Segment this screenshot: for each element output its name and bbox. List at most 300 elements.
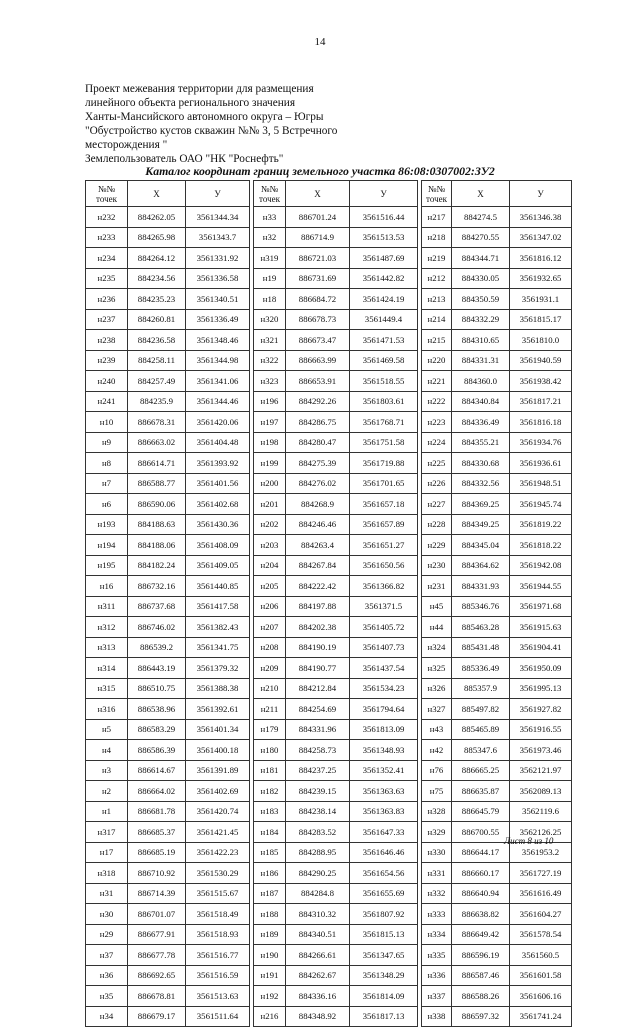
point-number-cell: н320 bbox=[254, 309, 286, 330]
table-row bbox=[254, 945, 418, 966]
y-cell: 3561388.38 bbox=[186, 678, 250, 699]
table-row bbox=[422, 637, 572, 658]
x-cell: 886732.16 bbox=[128, 576, 186, 597]
table-row bbox=[86, 965, 250, 986]
x-cell: 885346.76 bbox=[452, 596, 510, 617]
point-number-cell: н35 bbox=[86, 986, 128, 1007]
point-number-cell: н203 bbox=[254, 535, 286, 556]
x-cell: 884246.46 bbox=[286, 514, 350, 535]
y-cell: 3561382.43 bbox=[186, 617, 250, 638]
point-number-cell: н201 bbox=[254, 494, 286, 515]
point-number-cell: н212 bbox=[422, 268, 452, 289]
x-cell: 884202.38 bbox=[286, 617, 350, 638]
point-number-cell: н5 bbox=[86, 719, 128, 740]
x-cell: 886677.78 bbox=[128, 945, 186, 966]
table-row bbox=[422, 740, 572, 761]
x-cell: 886614.71 bbox=[128, 453, 186, 474]
y-cell: 3561487.69 bbox=[350, 248, 418, 269]
point-number-cell: н37 bbox=[86, 945, 128, 966]
point-number-cell: н223 bbox=[422, 412, 452, 433]
y-cell: 3561344.46 bbox=[186, 391, 250, 412]
x-cell: 884270.55 bbox=[452, 227, 510, 248]
x-cell: 886640.94 bbox=[452, 883, 510, 904]
table-row bbox=[422, 576, 572, 597]
point-number-cell: н194 bbox=[86, 535, 128, 556]
table-row bbox=[254, 842, 418, 863]
x-cell: 884268.9 bbox=[286, 494, 350, 515]
y-cell: 3561348.93 bbox=[350, 740, 418, 761]
point-number-cell: н187 bbox=[254, 883, 286, 904]
document-header bbox=[85, 82, 337, 166]
x-cell: 884274.5 bbox=[452, 207, 510, 228]
point-number-cell: н313 bbox=[86, 637, 128, 658]
table-row bbox=[86, 945, 250, 966]
point-number-cell: н333 bbox=[422, 904, 452, 925]
table-row bbox=[254, 719, 418, 740]
coordinates-table-2 bbox=[253, 180, 418, 1027]
table-row bbox=[86, 289, 250, 310]
y-cell: 3561810.0 bbox=[510, 330, 572, 351]
header-point-number: №№ точек bbox=[422, 181, 452, 207]
x-cell: 884331.93 bbox=[452, 576, 510, 597]
y-cell: 3561741.24 bbox=[510, 1006, 572, 1027]
table-row bbox=[86, 801, 250, 822]
point-number-cell: н327 bbox=[422, 699, 452, 720]
point-number-cell: н204 bbox=[254, 555, 286, 576]
y-cell: 3561407.73 bbox=[350, 637, 418, 658]
y-cell: 3561404.48 bbox=[186, 432, 250, 453]
y-cell: 3561953.2 bbox=[510, 842, 572, 863]
y-cell: 3561971.68 bbox=[510, 596, 572, 617]
point-number-cell: н192 bbox=[254, 986, 286, 1007]
table-row bbox=[254, 350, 418, 371]
point-number-cell: н30 bbox=[86, 904, 128, 925]
x-cell: 886692.65 bbox=[128, 965, 186, 986]
point-number-cell: н3 bbox=[86, 760, 128, 781]
point-number-cell: н229 bbox=[422, 535, 452, 556]
x-cell: 886701.07 bbox=[128, 904, 186, 925]
y-cell: 3561934.76 bbox=[510, 432, 572, 453]
x-cell: 886538.96 bbox=[128, 699, 186, 720]
point-number-cell: н328 bbox=[422, 801, 452, 822]
point-number-cell: н235 bbox=[86, 268, 128, 289]
y-cell: 3561409.05 bbox=[186, 555, 250, 576]
y-cell: 3562119.6 bbox=[510, 801, 572, 822]
x-cell: 886710.92 bbox=[128, 863, 186, 884]
point-number-cell: н230 bbox=[422, 555, 452, 576]
y-cell: 3561950.09 bbox=[510, 658, 572, 679]
y-cell: 3561601.58 bbox=[510, 965, 572, 986]
point-number-cell: н330 bbox=[422, 842, 452, 863]
x-cell: 884190.77 bbox=[286, 658, 350, 679]
table-row bbox=[86, 453, 250, 474]
point-number-cell: н334 bbox=[422, 924, 452, 945]
x-cell: 884284.8 bbox=[286, 883, 350, 904]
x-cell: 884212.84 bbox=[286, 678, 350, 699]
table-row bbox=[254, 801, 418, 822]
table-row bbox=[86, 412, 250, 433]
y-cell: 3561417.58 bbox=[186, 596, 250, 617]
x-cell: 884235.23 bbox=[128, 289, 186, 310]
y-cell: 3561560.5 bbox=[510, 945, 572, 966]
x-cell: 884258.73 bbox=[286, 740, 350, 761]
point-number-cell: н186 bbox=[254, 863, 286, 884]
table-row bbox=[86, 842, 250, 863]
x-cell: 886721.03 bbox=[286, 248, 350, 269]
point-number-cell: н224 bbox=[422, 432, 452, 453]
table-row bbox=[86, 1006, 250, 1027]
table-row bbox=[254, 371, 418, 392]
x-cell: 884344.71 bbox=[452, 248, 510, 269]
x-cell: 884254.69 bbox=[286, 699, 350, 720]
table-row bbox=[86, 473, 250, 494]
table-row bbox=[254, 904, 418, 925]
x-cell: 886663.99 bbox=[286, 350, 350, 371]
y-cell: 3561655.69 bbox=[350, 883, 418, 904]
table-row bbox=[86, 309, 250, 330]
table-row bbox=[86, 596, 250, 617]
point-number-cell: н221 bbox=[422, 371, 452, 392]
y-cell: 3561366.82 bbox=[350, 576, 418, 597]
point-number-cell: н228 bbox=[422, 514, 452, 535]
y-cell: 3561346.38 bbox=[510, 207, 572, 228]
point-number-cell: н198 bbox=[254, 432, 286, 453]
y-cell: 3561816.12 bbox=[510, 248, 572, 269]
table-header-row bbox=[86, 181, 250, 207]
x-cell: 886539.2 bbox=[128, 637, 186, 658]
y-cell: 3561341.75 bbox=[186, 637, 250, 658]
x-cell: 886684.72 bbox=[286, 289, 350, 310]
y-cell: 3561719.88 bbox=[350, 453, 418, 474]
point-number-cell: н205 bbox=[254, 576, 286, 597]
table-row bbox=[254, 576, 418, 597]
y-cell: 3561379.32 bbox=[186, 658, 250, 679]
y-cell: 3561515.67 bbox=[186, 883, 250, 904]
point-number-cell: н239 bbox=[86, 350, 128, 371]
x-cell: 885463.28 bbox=[452, 617, 510, 638]
y-cell: 3561424.19 bbox=[350, 289, 418, 310]
point-number-cell: н209 bbox=[254, 658, 286, 679]
x-cell: 884364.62 bbox=[452, 555, 510, 576]
x-cell: 884190.19 bbox=[286, 637, 350, 658]
y-cell: 3561391.89 bbox=[186, 760, 250, 781]
table-row bbox=[422, 227, 572, 248]
y-cell: 3561437.54 bbox=[350, 658, 418, 679]
point-number-cell: н236 bbox=[86, 289, 128, 310]
table-row bbox=[422, 617, 572, 638]
y-cell: 3561931.1 bbox=[510, 289, 572, 310]
point-number-cell: н208 bbox=[254, 637, 286, 658]
point-number-cell: н179 bbox=[254, 719, 286, 740]
point-number-cell: н32 bbox=[254, 227, 286, 248]
y-cell: 3561940.59 bbox=[510, 350, 572, 371]
y-cell: 3561363.83 bbox=[350, 801, 418, 822]
x-cell: 886635.87 bbox=[452, 781, 510, 802]
point-number-cell: н188 bbox=[254, 904, 286, 925]
point-number-cell: н9 bbox=[86, 432, 128, 453]
table-row bbox=[422, 330, 572, 351]
point-number-cell: н43 bbox=[422, 719, 452, 740]
y-cell: 3561341.06 bbox=[186, 371, 250, 392]
point-number-cell: н312 bbox=[86, 617, 128, 638]
x-cell: 884234.56 bbox=[128, 268, 186, 289]
point-number-cell: н76 bbox=[422, 760, 452, 781]
y-cell: 3561513.63 bbox=[186, 986, 250, 1007]
table-row bbox=[86, 555, 250, 576]
point-number-cell: н331 bbox=[422, 863, 452, 884]
point-number-cell: н7 bbox=[86, 473, 128, 494]
y-cell: 3561942.08 bbox=[510, 555, 572, 576]
table-row bbox=[86, 617, 250, 638]
table-row bbox=[422, 658, 572, 679]
x-cell: 884288.95 bbox=[286, 842, 350, 863]
x-cell: 884340.51 bbox=[286, 924, 350, 945]
y-cell: 3561616.49 bbox=[510, 883, 572, 904]
x-cell: 886443.19 bbox=[128, 658, 186, 679]
point-number-cell: н1 bbox=[86, 801, 128, 822]
point-number-cell: н325 bbox=[422, 658, 452, 679]
table-row bbox=[86, 760, 250, 781]
page-number: 14 bbox=[314, 36, 326, 48]
table-row bbox=[422, 514, 572, 535]
y-cell: 3561392.61 bbox=[186, 699, 250, 720]
table-row bbox=[86, 350, 250, 371]
x-cell: 884263.4 bbox=[286, 535, 350, 556]
x-cell: 884336.49 bbox=[452, 412, 510, 433]
table-row bbox=[86, 740, 250, 761]
point-number-cell: н180 bbox=[254, 740, 286, 761]
table-row bbox=[422, 781, 572, 802]
y-cell: 3561344.34 bbox=[186, 207, 250, 228]
point-number-cell: н17 bbox=[86, 842, 128, 863]
table-row bbox=[86, 371, 250, 392]
table-row bbox=[422, 248, 572, 269]
x-cell: 884331.31 bbox=[452, 350, 510, 371]
point-number-cell: н184 bbox=[254, 822, 286, 843]
y-cell: 3561344.98 bbox=[186, 350, 250, 371]
table-row bbox=[422, 760, 572, 781]
y-cell: 3561393.92 bbox=[186, 453, 250, 474]
x-cell: 886614.67 bbox=[128, 760, 186, 781]
y-cell: 3561421.45 bbox=[186, 822, 250, 843]
table-row bbox=[422, 535, 572, 556]
point-number-cell: н329 bbox=[422, 822, 452, 843]
table-row bbox=[254, 986, 418, 1007]
table-row bbox=[254, 740, 418, 761]
table-row bbox=[254, 432, 418, 453]
point-number-cell: н189 bbox=[254, 924, 286, 945]
y-cell: 3561727.19 bbox=[510, 863, 572, 884]
table-row bbox=[422, 678, 572, 699]
table-row bbox=[254, 227, 418, 248]
y-cell: 3561336.49 bbox=[186, 309, 250, 330]
y-cell: 3561817.21 bbox=[510, 391, 572, 412]
y-cell: 3561647.33 bbox=[350, 822, 418, 843]
point-number-cell: н18 bbox=[254, 289, 286, 310]
y-cell: 3561430.36 bbox=[186, 514, 250, 535]
x-cell: 884236.58 bbox=[128, 330, 186, 351]
header-point-number: №№ точек bbox=[254, 181, 286, 207]
x-cell: 886665.25 bbox=[452, 760, 510, 781]
x-cell: 884330.05 bbox=[452, 268, 510, 289]
point-number-cell: н217 bbox=[422, 207, 452, 228]
y-cell: 3561371.5 bbox=[350, 596, 418, 617]
table-row bbox=[86, 699, 250, 720]
table-row bbox=[86, 719, 250, 740]
sheet-footer: Лист 8 из 10 bbox=[504, 836, 554, 846]
x-cell: 886746.02 bbox=[128, 617, 186, 638]
table-row bbox=[86, 576, 250, 597]
table-row bbox=[254, 965, 418, 986]
y-cell: 3561657.18 bbox=[350, 494, 418, 515]
x-cell: 885431.48 bbox=[452, 637, 510, 658]
table-row bbox=[254, 555, 418, 576]
table-row bbox=[254, 658, 418, 679]
table-row bbox=[86, 781, 250, 802]
x-cell: 884262.05 bbox=[128, 207, 186, 228]
x-cell: 884237.25 bbox=[286, 760, 350, 781]
point-number-cell: н318 bbox=[86, 863, 128, 884]
table-row bbox=[422, 801, 572, 822]
point-number-cell: н185 bbox=[254, 842, 286, 863]
y-cell: 3561420.06 bbox=[186, 412, 250, 433]
point-number-cell: н332 bbox=[422, 883, 452, 904]
point-number-cell: н337 bbox=[422, 986, 452, 1007]
y-cell: 3561816.18 bbox=[510, 412, 572, 433]
table-row bbox=[254, 514, 418, 535]
x-cell: 884239.15 bbox=[286, 781, 350, 802]
point-number-cell: н322 bbox=[254, 350, 286, 371]
point-number-cell: н314 bbox=[86, 658, 128, 679]
x-cell: 884280.47 bbox=[286, 432, 350, 453]
y-cell: 3561469.58 bbox=[350, 350, 418, 371]
table-row bbox=[254, 596, 418, 617]
table-row bbox=[254, 924, 418, 945]
y-cell: 3561471.53 bbox=[350, 330, 418, 351]
point-number-cell: н338 bbox=[422, 1006, 452, 1027]
y-cell: 3561347.65 bbox=[350, 945, 418, 966]
y-cell: 3561657.89 bbox=[350, 514, 418, 535]
x-cell: 886737.68 bbox=[128, 596, 186, 617]
point-number-cell: н183 bbox=[254, 801, 286, 822]
x-cell: 886644.17 bbox=[452, 842, 510, 863]
y-cell: 3561815.13 bbox=[350, 924, 418, 945]
point-number-cell: н10 bbox=[86, 412, 128, 433]
x-cell: 884292.26 bbox=[286, 391, 350, 412]
table-row bbox=[86, 658, 250, 679]
table-row bbox=[422, 207, 572, 228]
point-number-cell: н311 bbox=[86, 596, 128, 617]
point-number-cell: н44 bbox=[422, 617, 452, 638]
y-cell: 3561405.72 bbox=[350, 617, 418, 638]
table-row bbox=[86, 227, 250, 248]
x-cell: 884265.98 bbox=[128, 227, 186, 248]
y-cell: 3561604.27 bbox=[510, 904, 572, 925]
x-cell: 886678.31 bbox=[128, 412, 186, 433]
point-number-cell: н210 bbox=[254, 678, 286, 699]
y-cell: 3561449.4 bbox=[350, 309, 418, 330]
point-number-cell: н218 bbox=[422, 227, 452, 248]
table-row bbox=[254, 309, 418, 330]
table-header-row bbox=[422, 181, 572, 207]
y-cell: 3561530.29 bbox=[186, 863, 250, 884]
table-row bbox=[254, 699, 418, 720]
y-cell: 3561408.09 bbox=[186, 535, 250, 556]
point-number-cell: н233 bbox=[86, 227, 128, 248]
y-cell: 3561915.63 bbox=[510, 617, 572, 638]
table-row bbox=[254, 207, 418, 228]
y-cell: 3561936.61 bbox=[510, 453, 572, 474]
table-row bbox=[86, 986, 250, 1007]
point-number-cell: н232 bbox=[86, 207, 128, 228]
x-cell: 884345.04 bbox=[452, 535, 510, 556]
x-cell: 886677.91 bbox=[128, 924, 186, 945]
x-cell: 886653.91 bbox=[286, 371, 350, 392]
x-cell: 886685.19 bbox=[128, 842, 186, 863]
y-cell: 3561803.61 bbox=[350, 391, 418, 412]
x-cell: 884235.9 bbox=[128, 391, 186, 412]
y-cell: 3561807.92 bbox=[350, 904, 418, 925]
table-row bbox=[422, 719, 572, 740]
y-cell: 3561401.56 bbox=[186, 473, 250, 494]
point-number-cell: н226 bbox=[422, 473, 452, 494]
point-number-cell: н182 bbox=[254, 781, 286, 802]
y-cell: 3561422.23 bbox=[186, 842, 250, 863]
point-number-cell: н191 bbox=[254, 965, 286, 986]
table-row bbox=[254, 822, 418, 843]
y-cell: 3561516.59 bbox=[186, 965, 250, 986]
table-row bbox=[422, 268, 572, 289]
y-cell: 3561815.17 bbox=[510, 309, 572, 330]
y-cell: 3561701.65 bbox=[350, 473, 418, 494]
y-cell: 3561534.23 bbox=[350, 678, 418, 699]
x-cell: 886663.02 bbox=[128, 432, 186, 453]
y-cell: 3561516.77 bbox=[186, 945, 250, 966]
table-row bbox=[254, 617, 418, 638]
x-cell: 884290.25 bbox=[286, 863, 350, 884]
x-cell: 886685.37 bbox=[128, 822, 186, 843]
table-row bbox=[86, 863, 250, 884]
table-row bbox=[422, 1006, 572, 1027]
point-number-cell: н317 bbox=[86, 822, 128, 843]
point-number-cell: н45 bbox=[422, 596, 452, 617]
y-cell: 3561916.55 bbox=[510, 719, 572, 740]
point-number-cell: н234 bbox=[86, 248, 128, 269]
x-cell: 884276.02 bbox=[286, 473, 350, 494]
table-row bbox=[254, 412, 418, 433]
y-cell: 3561511.64 bbox=[186, 1006, 250, 1027]
x-cell: 886587.46 bbox=[452, 965, 510, 986]
header-y: У bbox=[186, 181, 250, 207]
point-number-cell: н19 bbox=[254, 268, 286, 289]
y-cell: 3561944.55 bbox=[510, 576, 572, 597]
y-cell: 3561945.74 bbox=[510, 494, 572, 515]
y-cell: 3561768.71 bbox=[350, 412, 418, 433]
y-cell: 3561440.85 bbox=[186, 576, 250, 597]
table-row bbox=[422, 924, 572, 945]
point-number-cell: н181 bbox=[254, 760, 286, 781]
x-cell: 884188.63 bbox=[128, 514, 186, 535]
table-header-row bbox=[254, 181, 418, 207]
point-number-cell: н216 bbox=[254, 1006, 286, 1027]
y-cell: 3561927.82 bbox=[510, 699, 572, 720]
y-cell: 3561343.7 bbox=[186, 227, 250, 248]
table-row bbox=[86, 535, 250, 556]
point-number-cell: н207 bbox=[254, 617, 286, 638]
y-cell: 3561516.44 bbox=[350, 207, 418, 228]
point-number-cell: н319 bbox=[254, 248, 286, 269]
y-cell: 3561348.46 bbox=[186, 330, 250, 351]
